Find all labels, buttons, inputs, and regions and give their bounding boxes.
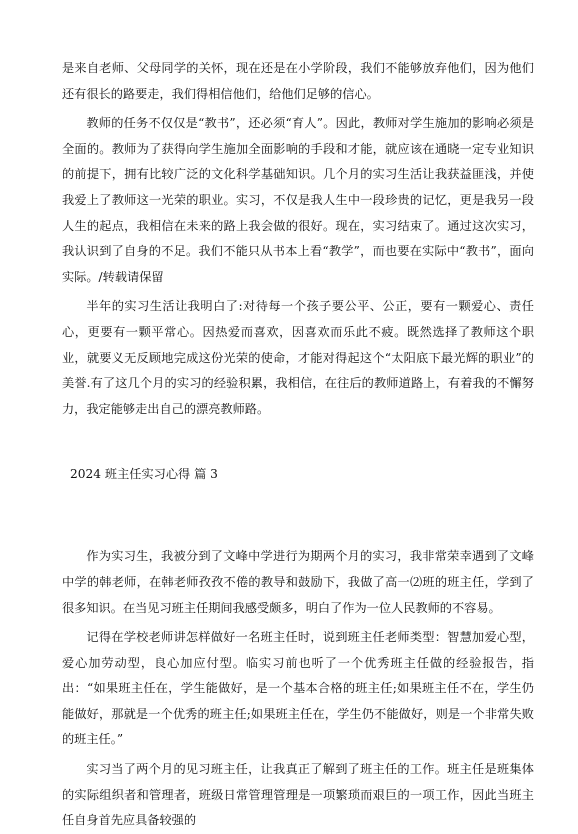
- paragraph-1: 是来自老师、父母同学的关怀，现在还是在小学阶段，我们不能够放弃他们，因为他们还有很长的路要走，我们得相信他们，给他们足够的信心。: [62, 61, 534, 101]
- paragraph-6: 实习当了两个月的见习班主任，让我真正了解到了班主任的工作。班主任是班集体的实际组织者和管理者，班级日常管理管理是一项繁琐而艰巨的一项工作，因此当班主任自身首先应具备较强的: [62, 762, 534, 828]
- paragraph-5: 记得在学校老师讲怎样做好一名班主任时，说到班主任老师类型：智慧加爱心型，爱心加劳动型，良心加应付型。临实习前也听了一个优秀班主任做的经验报告，指出：“如果班主任在，学生能做好，是一个基本合格的班主任;如果班主任不在，学生仍能做好，那就是一个优秀的班主任;如果班主任在，学生仍不能做好，则是一个非常失败的班主任。”: [62, 630, 534, 747]
- paragraph-2: 教师的任务不仅仅是“教书”，还必须“育人”。因此，教师对学生施加的影响必须是全面的。教师为了获得向学生施加全面影响的手段和才能，就应该在通晓一定专业知识的前提下，拥有比较广泛的文化科学基础知识。几个月的实习生活让我获益匪浅，并使我爱上了教师这一光荣的职业。实习，不仅是我人生中一段珍贵的记忆，更是我另一段人生的起点，我相信在未来的路上我会做的很好。现在，实习结束了。通过这次实习，我认识到了自身的不足。我们不能只从书本上看“教学”，而也要在实际中“教书”，面向实际。/转载请保留: [62, 116, 534, 284]
- bottom-section: [62, 544, 534, 834]
- paragraph-4: 作为实习生，我被分到了文峰中学进行为期两个月的实习，我非常荣幸遇到了文峰中学的韩老师，在韩老师孜孜不倦的教导和鼓励下，我做了高一⑵班的班主任，学到了很多知识。在当见习班主任期间我感受颇多，明白了作为一位人民教师的不容易。: [62, 549, 534, 615]
- section-heading: 2024 班主任实习心得 篇 3: [70, 467, 218, 482]
- top-section: [62, 56, 534, 422]
- paragraph-3: 半年的实习生活让我明白了:对待每一个孩子要公平、公正，要有一颗爱心、责任心，更要有一颗平常心。因热爱而喜欢，因喜欢而乐此不疲。既然选择了教师这个职业，就要义无反顾地完成这份光荣的使命，才能对得起这个“太阳底下最光辉的职业”的美誉.有了这几个月的实习的经验积累，我相信，在往后的教师道路上，有着我的不懈努力，我定能够走出自己的漂亮教师路。: [62, 299, 534, 416]
